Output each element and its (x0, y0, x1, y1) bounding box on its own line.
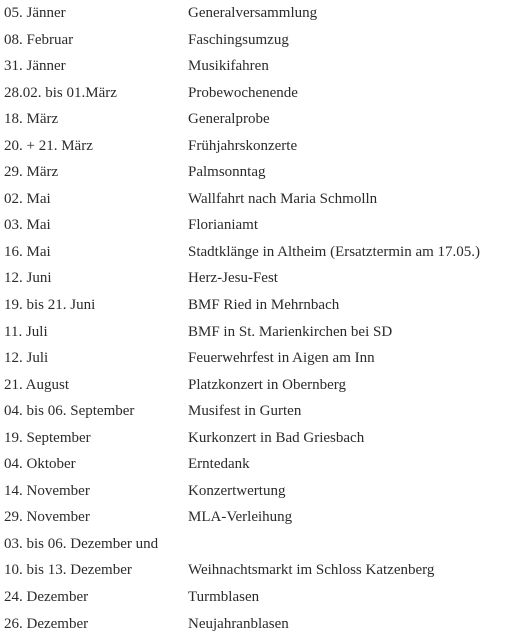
schedule-row (4, 425, 517, 452)
event-name: Wallfahrt nach Maria Schmolln (188, 190, 378, 207)
event-name: Weihnachtsmarkt im Schloss Katzenberg (188, 562, 435, 579)
event-date: 03. bis 06. Dezember und (4, 535, 159, 552)
event-date: 20. + 21. März (4, 137, 93, 154)
event-name: Feuerwehrfest in Aigen am Inn (188, 350, 375, 367)
schedule-row (4, 133, 517, 160)
schedule-row (4, 106, 517, 133)
schedule-row (4, 478, 517, 505)
event-name: Platzkonzert in Obernberg (188, 376, 347, 393)
event-date: 08. Februar (4, 31, 74, 48)
schedule-row (4, 292, 517, 319)
event-name: Stadtklänge in Altheim (Ersatztermin am 17.05.) (188, 243, 481, 260)
event-date: 10. bis 13. Dezember (4, 562, 132, 579)
schedule-row (4, 0, 517, 27)
event-date: 19. September (4, 429, 91, 446)
event-date: 18. März (4, 111, 59, 128)
event-date: 11. Juli (4, 323, 48, 340)
event-date: 16. Mai (4, 243, 51, 260)
schedule-row (4, 159, 517, 186)
event-name: Turmblasen (188, 589, 260, 606)
event-date: 29. November (4, 509, 90, 526)
event-name: Musikifahren (188, 58, 269, 75)
schedule-row (4, 80, 517, 107)
event-name: Faschingsumzug (188, 31, 289, 48)
event-name: Generalprobe (188, 111, 270, 128)
event-name: Erntedank (188, 456, 250, 473)
schedule-row (4, 557, 517, 584)
event-name: Probewochenende (188, 84, 298, 101)
event-name: BMF in St. Marienkirchen bei SD (188, 323, 393, 340)
event-name: Musifest in Gurten (188, 403, 302, 420)
schedule-row (4, 398, 517, 425)
schedule-row (4, 53, 517, 80)
event-date: 31. Jänner (4, 58, 66, 75)
schedule-row (4, 345, 517, 372)
event-name: Kurkonzert in Bad Griesbach (188, 429, 365, 446)
event-name: Neujahranblasen (188, 615, 289, 632)
event-name: MLA-Verleihung (188, 509, 293, 526)
event-date: 12. Juni (4, 270, 52, 287)
event-name: Generalversammlung (188, 5, 318, 21)
event-schedule (4, 0, 517, 637)
schedule-row (4, 27, 517, 54)
schedule-row (4, 319, 517, 346)
event-date: 24. Dezember (4, 589, 89, 606)
event-date: 14. November (4, 482, 90, 499)
event-date: 12. Juli (4, 350, 49, 367)
schedule-row (4, 372, 517, 399)
schedule-row (4, 186, 517, 213)
event-date: 05. Jänner (4, 5, 66, 21)
event-date: 04. Oktober (4, 456, 76, 473)
event-date: 21. August (4, 376, 70, 393)
schedule-row (4, 451, 517, 478)
event-name: Konzertwertung (188, 482, 286, 499)
schedule-row (4, 265, 517, 292)
schedule-row (4, 212, 517, 239)
event-name: Florianiamt (188, 217, 258, 234)
event-date: 03. Mai (4, 217, 51, 234)
schedule-row (4, 531, 517, 558)
event-date: 28.02. bis 01.März (4, 84, 117, 101)
event-name: Frühjahrskonzerte (188, 137, 298, 154)
event-date: 19. bis 21. Juni (4, 297, 96, 314)
event-date: 29. März (4, 164, 59, 181)
schedule-row (4, 611, 517, 637)
schedule-row (4, 584, 517, 611)
event-name: Herz-Jesu-Fest (188, 270, 278, 287)
event-name: BMF Ried in Mehrnbach (188, 297, 340, 314)
schedule-row (4, 239, 517, 266)
event-name: Palmsonntag (188, 164, 266, 181)
schedule-row (4, 504, 517, 531)
event-date: 04. bis 06. September (4, 403, 135, 420)
event-date: 02. Mai (4, 190, 51, 207)
event-date: 26. Dezember (4, 615, 89, 632)
